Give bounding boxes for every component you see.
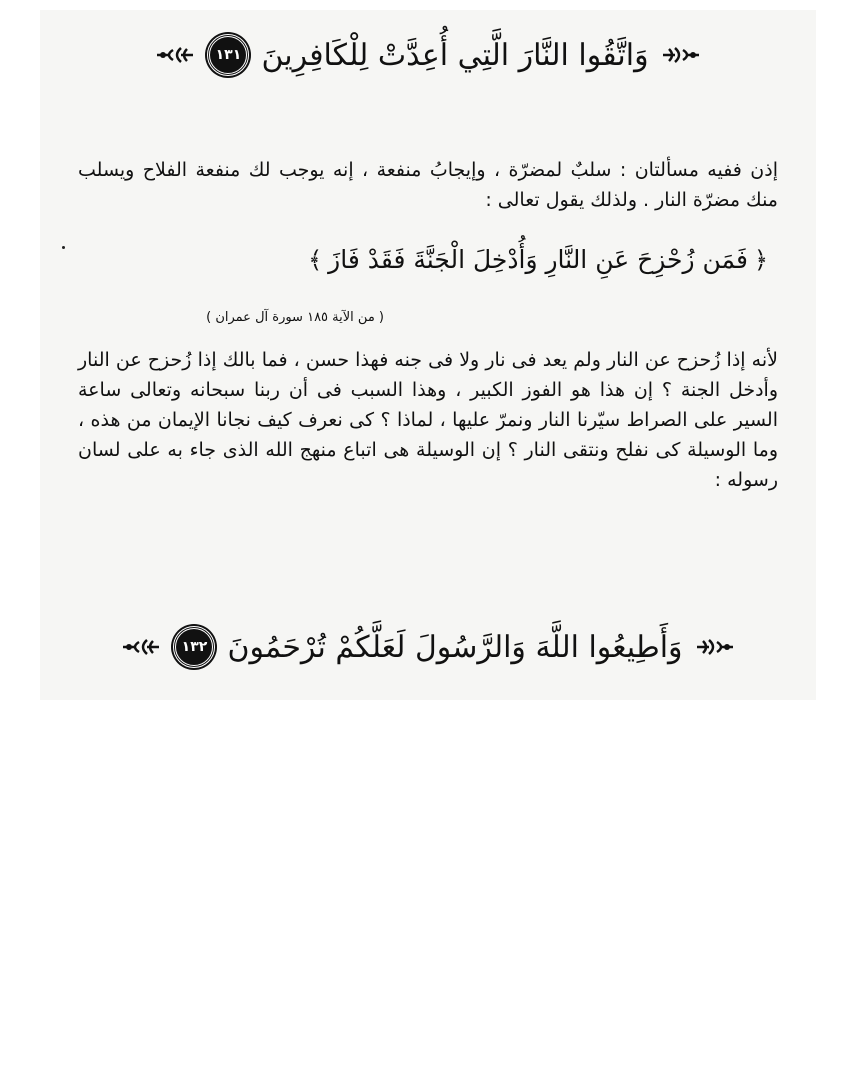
ornament-right-icon bbox=[661, 40, 701, 70]
inline-verse-text: فَمَن زُحْزِحَ عَنِ النَّارِ وَأُدْخِلَ الْجَنَّةَ فَقَدْ فَازَ bbox=[328, 245, 748, 274]
verse-top-number: ١٣١ bbox=[207, 34, 249, 76]
scan-speck bbox=[62, 246, 65, 249]
paragraph-1: إذن ففيه مسألتان : سلبٌ لمضرّة ، وإيجابُ منفعة ، إنه يوجب لك منفعة الفلاح ويسلب منك مضرّة النار . ولذلك يقول تعالى : bbox=[78, 159, 778, 211]
ornament-left-icon bbox=[155, 40, 195, 70]
inline-verse bbox=[308, 245, 768, 274]
verse-citation: ( من الآية ١٨٥ سورة آل عمران ) bbox=[206, 310, 384, 325]
verse-bottom-number: ١٣٢ bbox=[173, 626, 215, 668]
verse-banner-top bbox=[40, 20, 816, 90]
verse-open-bracket: ﴿ bbox=[753, 245, 768, 274]
verse-bottom-text: وَأَطِيعُوا اللَّهَ وَالرَّسُولَ لَعَلَّكُمْ تُرْحَمُونَ bbox=[227, 629, 683, 665]
verse-top-text: وَاتَّقُوا النَّارَ الَّتِي أُعِدَّتْ لِلْكَافِرِينَ bbox=[261, 37, 649, 73]
verse-banner-bottom bbox=[40, 612, 816, 682]
ornament-left-icon bbox=[121, 632, 161, 662]
ornament-right-icon bbox=[695, 632, 735, 662]
paragraph-2: لأنه إذا زُحزح عن النار ولم يعد فى نار ولا فى جنه فهذا حسن ، فما بالك إذا زُحزح عن النار وأدخل الجنة ؟ إن هذا هو الفوز الكبير ، وهذا السبب فى أن ربنا سبحانه وتعالى ساعة السير على الصراط سيّرنا النار ونمرّ عليها ، لماذا ؟ كى نعرف كيف نجانا الإيمان من هذه ، وما الوسيلة كى نفلح ونتقى النار ؟ إن الوسيلة هى اتباع منهج الله الذى جاء به على لسان رسوله : bbox=[78, 349, 778, 491]
verse-close-bracket: ﴾ bbox=[308, 245, 323, 274]
